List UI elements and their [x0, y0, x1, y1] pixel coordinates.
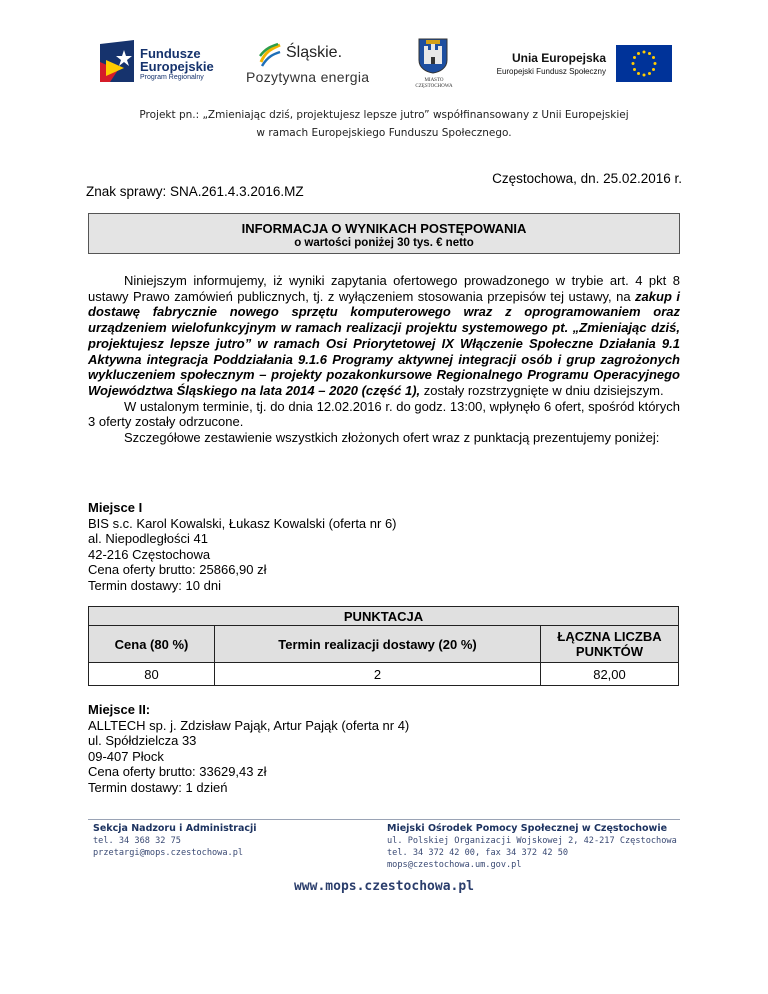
footer-left-name: Sekcja Nadzoru i Administracji — [93, 823, 257, 834]
eu-flag-icon — [616, 45, 672, 82]
slaskie-logo-name: Śląskie. — [286, 44, 343, 61]
fundusze-europejskie-logo — [140, 47, 250, 83]
fundusze-europejskie-star-icon — [100, 40, 136, 82]
fe-logo-line2: Europejskie — [140, 59, 214, 74]
score-table-title: PUNKTACJA — [89, 607, 679, 626]
footer-left-tel: tel. 34 368 32 75 — [93, 836, 181, 846]
document-title: INFORMACJA O WYNIKACH POSTĘPOWANIA — [241, 221, 527, 236]
score-val-delivery: 2 — [215, 663, 541, 686]
footer-divider — [88, 819, 680, 820]
place-2-street: ul. Spółdzielcza 33 — [88, 733, 197, 749]
project-line-2: w ramach Europejskiego Funduszu Społecznego. — [256, 127, 512, 139]
paragraph-1-start: Niniejszym informujemy, iż wyniki zapytania ofertowego prowadzonego w trybie art. 4 pkt 8 ustawy Prawo zamówień publicznych, tj. z wyłączeniem stosowania przepisów tej ustawy, na — [88, 273, 680, 304]
place-2-block — [88, 702, 488, 796]
score-table — [88, 606, 679, 686]
footer-right — [387, 823, 677, 871]
slaskie-logo-tagline: Pozytywna energia — [246, 69, 370, 85]
footer-right-email[interactable]: mops@czestochowa.um.gov.pl — [387, 860, 522, 870]
reference-number: Znak sprawy: SNA.261.4.3.2016.MZ — [86, 184, 304, 199]
eu-logo-subtitle: Europejski Fundusz Społeczny — [496, 67, 606, 76]
place-1-label: Miejsce I — [88, 500, 143, 515]
slaskie-swirl-icon — [258, 42, 282, 68]
czestochowa-coat-of-arms-icon — [418, 38, 448, 74]
paragraph-3: Szczegółowe zestawienie wszystkich złożonych ofert wraz z punktacją prezentujemy poniżej: — [124, 430, 660, 446]
place-date: Częstochowa, dn. 25.02.2016 r. — [492, 171, 682, 186]
place-1-street: al. Niepodległości 41 — [88, 531, 208, 547]
place-1-block — [88, 500, 488, 594]
paragraph-2: W ustalonym terminie, tj. do dnia 12.02.2016 r. do godz. 13:00, wpłynęło 6 ofert, spośród których 3 oferty zostały odrzucone. — [88, 398, 680, 430]
eu-logo-name: Unia Europejska — [511, 51, 606, 65]
place-2-delivery: Termin dostawy: 1 dzień — [88, 779, 228, 795]
paragraph-1 — [88, 273, 680, 399]
place-2-company: ALLTECH sp. j. Zdzisław Pająk, Artur Pająk (oferta nr 4) — [88, 717, 410, 733]
czestochowa-logo-line1: MIASTO — [424, 78, 444, 83]
score-col-price: Cena (80 %) — [89, 626, 215, 663]
czestochowa-logo-line2: CZĘSTOCHOWA — [415, 84, 453, 89]
fe-logo-line1: Fundusze — [140, 46, 201, 61]
footer-right-tel: tel. 34 372 42 00, fax 34 372 42 50 — [387, 848, 569, 858]
project-line-1: Projekt pn.: „Zmieniając dziś, projektujesz lepsze jutro” współfinansowany z Unii Europejskiej — [139, 109, 629, 121]
title-box — [88, 213, 680, 254]
score-val-total: 82,00 — [541, 663, 679, 686]
fe-logo-line3: Program Regionalny — [140, 74, 204, 81]
score-col-delivery: Termin realizacji dostawy (20 %) — [215, 626, 541, 663]
place-1-delivery: Termin dostawy: 10 dni — [88, 577, 221, 593]
place-1-price: Cena oferty brutto: 25866,90 zł — [88, 562, 267, 578]
footer-left — [93, 823, 257, 859]
paragraph-1-end: zostały rozstrzygnięte w dniu dzisiejszym. — [420, 382, 664, 398]
footer-right-name: Miejski Ośrodek Pomocy Społecznej w Częstochowie — [387, 823, 668, 834]
document-subtitle: o wartości poniżej 30 tys. € netto — [294, 237, 474, 249]
czestochowa-logo-text — [408, 78, 460, 90]
place-2-city: 09-407 Płock — [88, 748, 164, 764]
place-1-company: BIS s.c. Karol Kowalski, Łukasz Kowalski (oferta nr 6) — [88, 515, 397, 531]
place-2-price: Cena oferty brutto: 33629,43 zł — [88, 764, 267, 780]
footer-website-link[interactable]: www.mops.czestochowa.pl — [293, 879, 474, 894]
place-1-city: 42-216 Częstochowa — [88, 546, 211, 562]
paragraph-1-bold: zakup i dostawę fabrycznie nowego sprzętu komputerowego wraz z oprogramowaniem oraz urządzeniem wielofunkcyjnym w ramach realizacji projektu systemowego pt. „Zmieniając dziś, projektujesz lepsze jutro” w ramach Osi Priorytetowej IX Włączenie Społeczne Działania 9.1 Aktywna integracja Poddziałania 9.1.6 Programy aktywnej integracji osób i grup zagrożonych wykluczeniem społecznym – projekty pozakonkursowe Regionalnego Programu Operacyjnego Województwa Śląskiego na lata 2014 – 2020 (część 1), — [88, 288, 680, 398]
score-val-price: 80 — [89, 663, 215, 686]
body-text — [88, 273, 680, 446]
place-2-label: Miejsce II: — [88, 702, 151, 717]
footer-left-email[interactable]: przetargi@mops.czestochowa.pl — [93, 848, 244, 858]
score-col-total: ŁĄCZNA LICZBA PUNKTÓW — [541, 626, 679, 663]
footer-right-address: ul. Polskiej Organizacji Wojskowej 2, 42-217 Częstochowa — [387, 836, 677, 846]
